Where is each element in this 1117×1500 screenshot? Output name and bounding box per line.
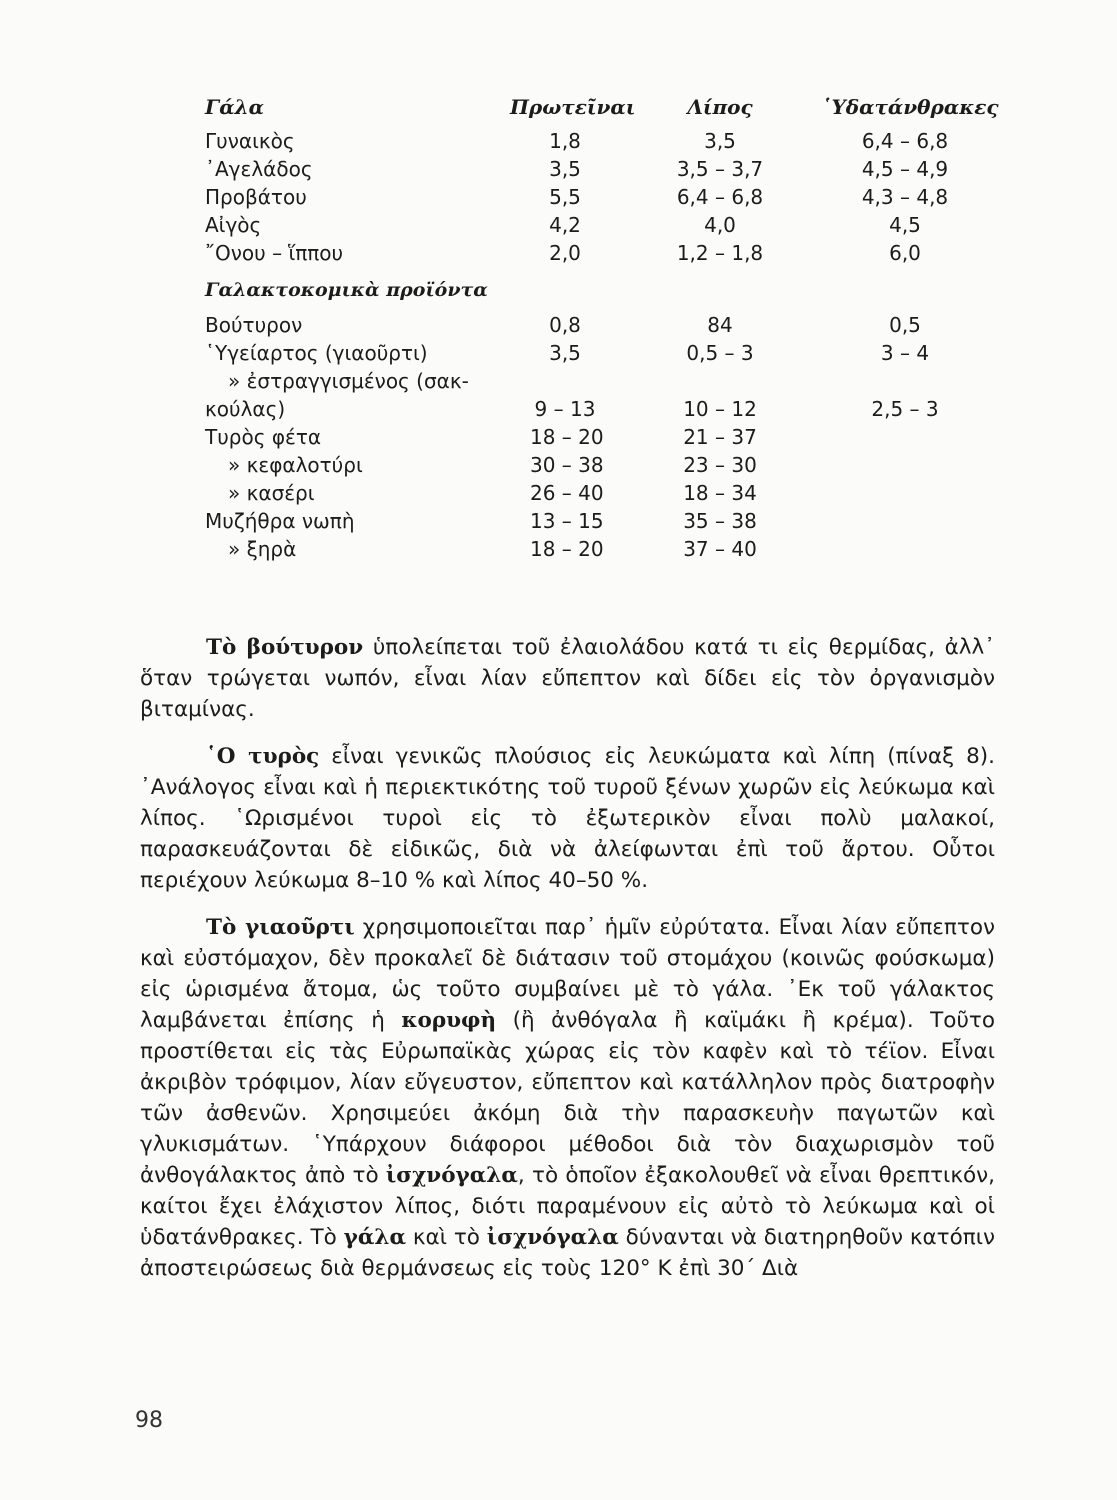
row-protein: 18 – 20 (530, 425, 604, 449)
header-fat: Λίπος (687, 95, 753, 119)
milk-row (200, 213, 1000, 241)
nutrition-table (200, 95, 1000, 565)
dairy-row (200, 369, 1000, 397)
row-name: » ἐστραγγισμένος (σακ- (228, 369, 469, 393)
text-cheese: εἶναι γενικῶς πλούσιος εἰς λευκώματα καὶ λίπη (πίναξ 8). ᾿Ανάλογος εἶναι καὶ ἡ περιεκτικότης τοῦ τυροῦ ξένων χωρῶν εἰς λεύκωμα καὶ λίπος. ῾Ωρισμένοι τυροὶ εἰς τὸ ἐξωτερικὸν εἶναι πολὺ μαλακοί, παρασκευάζονται δὲ εἰδικῶς, διὰ νὰ ἀλείφωνται ἐπὶ τοῦ ἄρτου. Οὗτοι περιέχουν λεύκωμα 8–10 % καὶ λίπος 40–50 %. (140, 744, 995, 893)
row-fat: 18 – 34 (683, 481, 757, 505)
text-yogurt-4: καὶ τὸ (405, 1225, 487, 1250)
milk-row (200, 157, 1000, 185)
dairy-heading-label: Γαλακτοκομικὰ προϊόντα (205, 279, 488, 301)
paragraph-cheese (140, 741, 995, 896)
header-milk: Γάλα (205, 95, 265, 119)
row-name: » κασέρι (228, 481, 315, 505)
lead-cheese: ῾Ο τυρὸς (206, 744, 320, 769)
text-butter: ὑπολείπεται τοῦ ἐλαιολάδου κατά τι εἰς θερμίδας, ἀλλ᾿ ὅταν τρώγεται νωπόν, εἶναι λίαν εὔπεπτον καὶ δίδει εἰς τὸν ὀργανισμὸν βιταμίνας. (140, 635, 995, 722)
dairy-row (200, 313, 1000, 341)
milk-rows (200, 129, 1000, 269)
row-protein: 4,2 (549, 213, 581, 237)
row-carbs: 4,3 – 4,8 (861, 185, 949, 209)
row-name: Αἰγὸς (205, 213, 262, 237)
row-protein: 26 – 40 (530, 481, 604, 505)
row-fat: 4,0 (704, 213, 736, 237)
row-name: » κεφαλοτύρι (228, 453, 363, 477)
milk-row (200, 241, 1000, 269)
row-fat: 3,5 (704, 129, 736, 153)
row-protein: 18 – 20 (530, 537, 604, 561)
row-fat: 35 – 38 (683, 509, 757, 533)
dairy-row (200, 397, 1000, 425)
row-protein: 2,0 (549, 241, 581, 265)
row-fat: 84 (707, 313, 733, 337)
row-name: ῾Υγείαρτος (γιαοῦρτι) (205, 341, 428, 365)
row-protein: 3,5 (549, 341, 581, 365)
row-name: Προβάτου (205, 185, 307, 209)
row-name: Μυζήθρα νωπὴ (205, 509, 355, 533)
text-yogurt-5: δύνανται νὰ διατηρηθοῦν κατόπιν ἀποστειρώσεως διὰ θερμάνσεως εἰς τοὺς 120° K ἐπὶ 30΄ Διὰ (140, 1225, 995, 1281)
row-name: Γυναικὸς (205, 129, 295, 153)
text-yogurt-2: (ἢ ἀνθόγαλα ἢ καϊμάκι ἢ κρέμα). Τοῦτο προστίθεται εἰς τὰς Εὐρωπαϊκὰς χώρας εἰς τὸν καφὲν καὶ τὸ τέϊον. Εἶναι ἀκριβὸν τρόφιμον, λίαν εὔγευστον, εὔπεπτον καὶ κατάλληλον πρὸς διατροφὴν τῶν ἀσθενῶν. Χρησιμεύει ἀκόμη διὰ τὴν παρασκευὴν παγωτῶν καὶ γλυκισμάτων. ῾Υπάρχουν διάφοροι μέθοδοι διὰ τὸν διαχωρισμὸν τοῦ ἀνθογάλακτος ἀπὸ τὸ (140, 1008, 995, 1188)
table-header-row (200, 95, 1000, 129)
lead-butter: Τὸ βούτυρον (206, 635, 364, 660)
term-skim-milk-2: ἰσχνόγαλα (486, 1225, 619, 1250)
row-carbs: 4,5 – 4,9 (861, 157, 949, 181)
row-fat: 0,5 – 3 (686, 341, 754, 365)
dairy-row (200, 481, 1000, 509)
dairy-section-heading (200, 269, 1000, 313)
row-name: κούλας) (205, 397, 286, 421)
paragraph-yogurt (140, 912, 995, 1284)
dairy-row (200, 341, 1000, 369)
dairy-rows (200, 313, 1000, 565)
header-carbs: ῾Υδατάνθρακες (821, 95, 999, 119)
row-fat: 23 – 30 (683, 453, 757, 477)
dairy-row (200, 425, 1000, 453)
row-fat: 3,5 – 3,7 (676, 157, 764, 181)
row-fat: 21 – 37 (683, 425, 757, 449)
row-name: » ξηρὰ (228, 537, 297, 561)
header-protein: Πρωτεῖναι (510, 95, 636, 119)
row-name: Τυρὸς φέτα (205, 425, 322, 449)
term-skim-milk: ἰσχνόγαλα (385, 1163, 518, 1188)
term-cream: κορυφὴ (401, 1008, 497, 1033)
row-fat: 37 – 40 (683, 537, 757, 561)
dairy-row (200, 537, 1000, 565)
row-protein: 9 – 13 (534, 397, 596, 421)
row-protein: 0,8 (549, 313, 581, 337)
row-name: Βούτυρον (205, 313, 303, 337)
row-carbs: 0,5 (889, 313, 921, 337)
text-yogurt-1: χρησιμοποιεῖται παρ᾿ ἡμῖν εὐρύτατα. Εἶναι λίαν εὔπεπτον καὶ εὐστόμαχον, δὲν προκαλεῖ δὲ διάτασιν τοῦ στομάχου (κοινῶς φούσκωμα) εἰς ὡρισμένα ἄτομα, ὡς τοῦτο συμβαίνει μὲ τὸ γάλα. ᾿Εκ τοῦ γάλακτος λαμβάνεται ἐπίσης ἡ (140, 915, 995, 1033)
row-fat: 1,2 – 1,8 (676, 241, 764, 265)
term-milk: γάλα (343, 1225, 406, 1250)
row-protein: 3,5 (549, 157, 581, 181)
row-carbs: 6,4 – 6,8 (861, 129, 949, 153)
row-protein: 30 – 38 (530, 453, 604, 477)
lead-yogurt: Τὸ γιαοῦρτι (206, 915, 355, 940)
row-protein: 1,8 (549, 129, 581, 153)
milk-row (200, 129, 1000, 157)
row-carbs: 2,5 – 3 (871, 397, 939, 421)
row-fat: 10 – 12 (683, 397, 757, 421)
row-fat: 6,4 – 6,8 (676, 185, 764, 209)
dairy-row (200, 509, 1000, 537)
text-yogurt-3: , τὸ ὁποῖον ἐξακολουθεῖ νὰ εἶναι θρεπτικόν, καίτοι ἔχει ἐλάχιστον λίπος, διότι παραμένουν εἰς αὐτὸ τὸ λεύκωμα καὶ οἱ ὑδατάνθρακες. Τὸ (140, 1163, 995, 1250)
row-carbs: 3 – 4 (880, 341, 930, 365)
row-protein: 5,5 (549, 185, 581, 209)
row-protein: 13 – 15 (530, 509, 604, 533)
page-number: 98 (135, 1408, 163, 1433)
milk-row (200, 185, 1000, 213)
row-name: ῎Ονου – ἵππου (205, 241, 344, 265)
row-carbs: 4,5 (889, 213, 921, 237)
row-name: ᾿Αγελάδος (205, 157, 313, 181)
body-text (140, 632, 995, 1300)
row-carbs: 6,0 (889, 241, 921, 265)
paragraph-butter (140, 632, 995, 725)
dairy-row (200, 453, 1000, 481)
